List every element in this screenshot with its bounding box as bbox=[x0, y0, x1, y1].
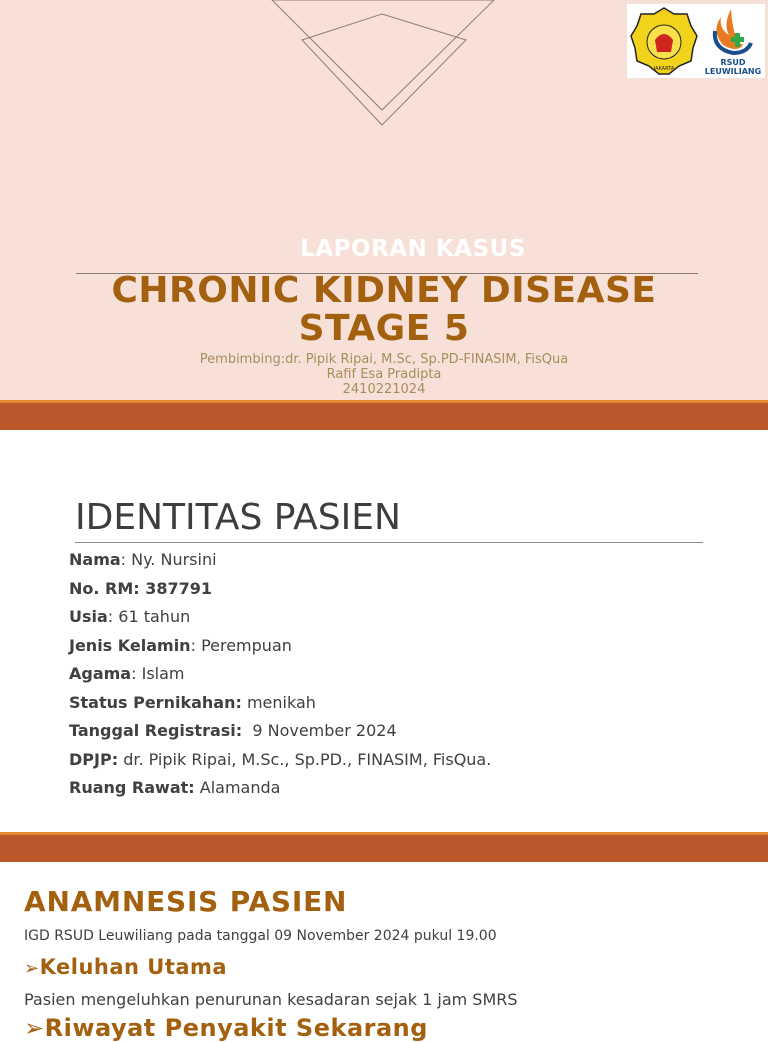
identity-label: Nama bbox=[69, 550, 121, 569]
chief-complaint-heading bbox=[24, 955, 227, 979]
identity-row bbox=[69, 693, 491, 722]
identity-label: Agama bbox=[69, 664, 132, 683]
identity-row bbox=[69, 607, 491, 636]
title-slide bbox=[0, 0, 768, 400]
identity-row bbox=[69, 550, 491, 579]
identity-label: Jenis Kelamin bbox=[69, 635, 191, 655]
identity-separator: : bbox=[131, 664, 142, 683]
supervisor-text: Pembimbing:dr. Pipik Ripai, M.Sc, Sp.PD-FINASIM, FisQua bbox=[199, 352, 569, 367]
identity-value: 9 November 2024 bbox=[252, 721, 397, 740]
identity-label: DPJP: bbox=[69, 749, 119, 769]
identity-row bbox=[69, 664, 491, 693]
chief-complaint-text: Pasien mengeluhkan penurunan kesadaran sejak 1 jam SMRS bbox=[24, 990, 518, 1009]
identity-label: Tanggal Registrasi: bbox=[69, 721, 243, 740]
report-kicker: LAPORAN KASUS bbox=[300, 236, 526, 262]
identity-row bbox=[69, 636, 491, 665]
identity-value: Perempuan bbox=[201, 635, 292, 655]
identity-row bbox=[69, 579, 491, 608]
identity-label: No. RM: 387791 bbox=[69, 578, 213, 598]
arrow-bullet-icon: ➢ bbox=[24, 958, 40, 979]
identity-label: Status Pernikahan: bbox=[69, 692, 242, 712]
report-title bbox=[0, 272, 768, 348]
identity-row bbox=[69, 778, 491, 807]
identity-title: IDENTITAS PASIEN bbox=[75, 497, 401, 538]
arrow-bullet-icon: ➢ bbox=[24, 1014, 45, 1042]
section-band bbox=[0, 832, 768, 862]
chief-complaint-label: Keluhan Utama bbox=[39, 955, 228, 979]
report-title-line2: STAGE 5 bbox=[298, 308, 470, 349]
logo-strip bbox=[627, 4, 765, 78]
svg-text:JAKARTA: JAKARTA bbox=[653, 66, 675, 72]
identity-value: Ny. Nursini bbox=[131, 550, 217, 569]
report-title-line1: CHRONIC KIDNEY DISEASE bbox=[111, 270, 657, 311]
identity-divider bbox=[75, 542, 703, 543]
identity-separator bbox=[242, 721, 252, 740]
identity-row bbox=[69, 721, 491, 750]
rsud-leuwiliang-logo-icon bbox=[703, 5, 763, 77]
identity-row bbox=[69, 750, 491, 779]
university-seal-icon bbox=[629, 6, 699, 76]
svg-text:RSUD: RSUD bbox=[720, 58, 746, 67]
author-name: Rafif Esa Pradipta bbox=[326, 367, 442, 382]
identity-slide bbox=[0, 432, 768, 832]
section-band bbox=[0, 400, 768, 430]
student-id: 2410221024 bbox=[342, 382, 426, 397]
identity-value: Alamanda bbox=[199, 778, 281, 797]
identity-separator: : bbox=[120, 550, 132, 569]
identity-separator: : bbox=[190, 635, 202, 655]
identity-value: dr. Pipik Ripai, M.Sc., Sp.PD., FINASIM, FisQua. bbox=[123, 749, 492, 769]
present-illness-heading bbox=[24, 1014, 428, 1042]
anamnesis-slide bbox=[0, 864, 768, 1042]
svg-text:LEUWILIANG: LEUWILIANG bbox=[704, 67, 762, 76]
identity-list bbox=[69, 550, 491, 807]
identity-value: Islam bbox=[141, 664, 185, 683]
identity-separator: : bbox=[107, 607, 119, 626]
identity-label: Usia bbox=[69, 607, 108, 626]
present-illness-label: Riwayat Penyakit Sekarang bbox=[44, 1014, 428, 1042]
anamnesis-title: ANAMNESIS PASIEN bbox=[24, 885, 348, 918]
anamnesis-intro: IGD RSUD Leuwiliang pada tanggal 09 November 2024 pukul 19.00 bbox=[24, 928, 497, 944]
identity-value: menikah bbox=[246, 692, 316, 712]
identity-label: Ruang Rawat: bbox=[69, 778, 195, 797]
identity-value: 61 tahun bbox=[118, 607, 191, 626]
report-meta bbox=[0, 352, 768, 397]
